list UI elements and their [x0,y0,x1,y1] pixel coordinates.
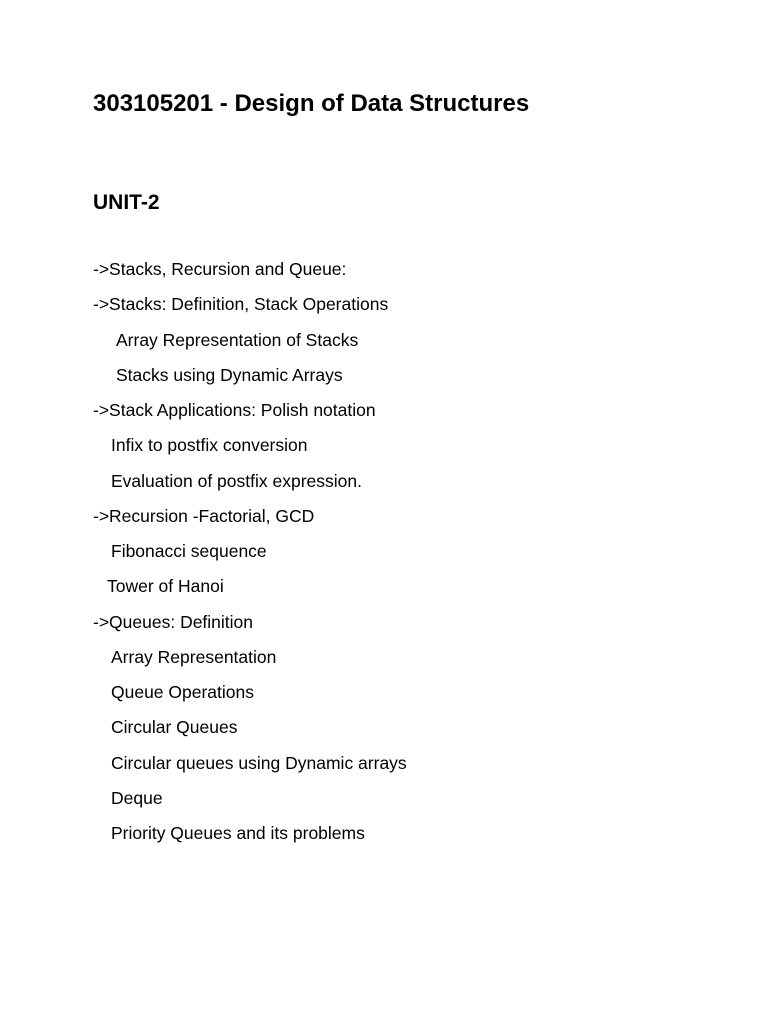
subtopic-line: Deque [111,787,163,808]
topic-line: ->Stacks, Recursion and Queue: [93,259,347,279]
subtopic-line: Array Representation of Stacks [116,329,359,350]
topic-line: ->Stack Applications: Polish notation [93,400,376,420]
subtopic-line: Queue Operations [111,682,255,702]
subtopic-line: Priority Queues and its problems [111,823,365,843]
subtopic-line: Tower of Hanoi [107,576,224,597]
course-title: 303105201 - Design of Data Structures [93,90,530,117]
unit-heading: UNIT-2 [93,191,160,214]
subtopic-line: Array Representation [111,646,277,667]
topic-line: ->Stacks: Definition, Stack Operations [93,294,389,315]
subtopic-line: Stacks using Dynamic Arrays [116,364,343,385]
topic-line: ->Queues: Definition [93,611,254,632]
topic-line: ->Recursion -Factorial, GCD [93,505,315,526]
topic-outline [93,256,407,855]
subtopic-line: Evaluation of postfix expression. [111,470,362,491]
subtopic-line: Fibonacci sequence [111,541,267,561]
subtopic-line: Circular Queues [111,717,238,738]
subtopic-line: Infix to postfix conversion [111,435,308,456]
subtopic-line: Circular queues using Dynamic arrays [111,752,407,773]
